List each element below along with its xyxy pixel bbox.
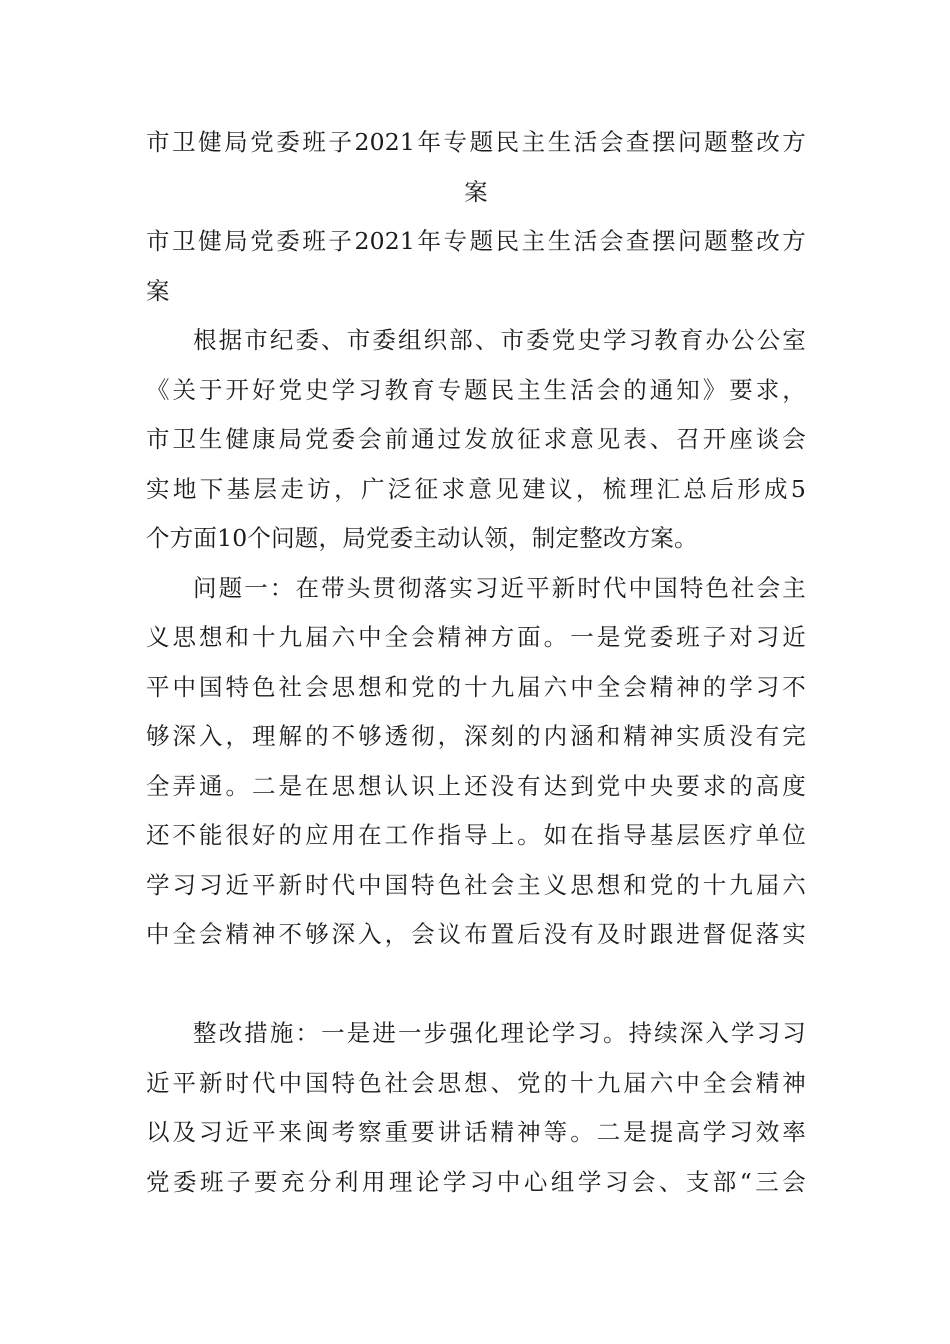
subtitle-line-2: 案 bbox=[146, 276, 170, 305]
measure-line: 整改措施：一是进一步强化理论学习。持续深入学习习 bbox=[193, 1019, 806, 1047]
title-line-1: 市卫健局党委班子2021年专题民主生活会查摆问题整改方 bbox=[146, 128, 806, 156]
problem-line: 够深入，理解的不够透彻，深刻的内涵和精神实质没有完 bbox=[146, 722, 806, 750]
measure-line: 近平新时代中国特色社会思想、党的十九届六中全会精神 bbox=[146, 1068, 806, 1097]
problem-line: 问题一：在带头贯彻落实习近平新时代中国特色社会主 bbox=[193, 573, 806, 602]
intro-line: 《关于开好党史学习教育专题民主生活会的通知》要求， bbox=[146, 375, 806, 404]
problem-line: 全弄通。二是在思想认识上还没有达到党中央要求的高度 bbox=[146, 771, 806, 800]
title-line-2: 案 bbox=[464, 177, 488, 206]
problem-line: 学习习近平新时代中国特色社会主义思想和党的十九届六 bbox=[146, 870, 806, 899]
subtitle-line-1: 市卫健局党委班子2021年专题民主生活会查摆问题整改方 bbox=[146, 227, 806, 255]
paragraph-gap bbox=[146, 960, 806, 1010]
intro-line: 根据市纪委、市委组织部、市委党史学习教育办公公室 bbox=[193, 326, 806, 354]
problem-line: 平中国特色社会思想和党的十九届六中全会精神的学习不 bbox=[146, 672, 806, 701]
intro-line: 市卫生健康局党委会前通过发放征求意见表、召开座谈会 bbox=[146, 425, 806, 453]
problem-line: 中全会精神不够深入，会议布置后没有及时跟进督促落实 bbox=[146, 920, 806, 948]
intro-line: 实地下基层走访，广泛征求意见建议，梳理汇总后形成5 bbox=[146, 474, 806, 503]
intro-line: 个方面10个问题，局党委主动认领，制定整改方案。 bbox=[146, 524, 698, 552]
measure-line: 以及习近平来闽考察重要讲话精神等。二是提高学习效率 bbox=[146, 1118, 806, 1146]
document-page bbox=[146, 118, 806, 1207]
measure-line: 党委班子要充分利用理论学习中心组学习会、支部“三会 bbox=[146, 1167, 806, 1196]
problem-line: 还不能很好的应用在工作指导上。如在指导基层医疗单位 bbox=[146, 821, 806, 849]
problem-line: 义思想和十九届六中全会精神方面。一是党委班子对习近 bbox=[146, 623, 806, 651]
